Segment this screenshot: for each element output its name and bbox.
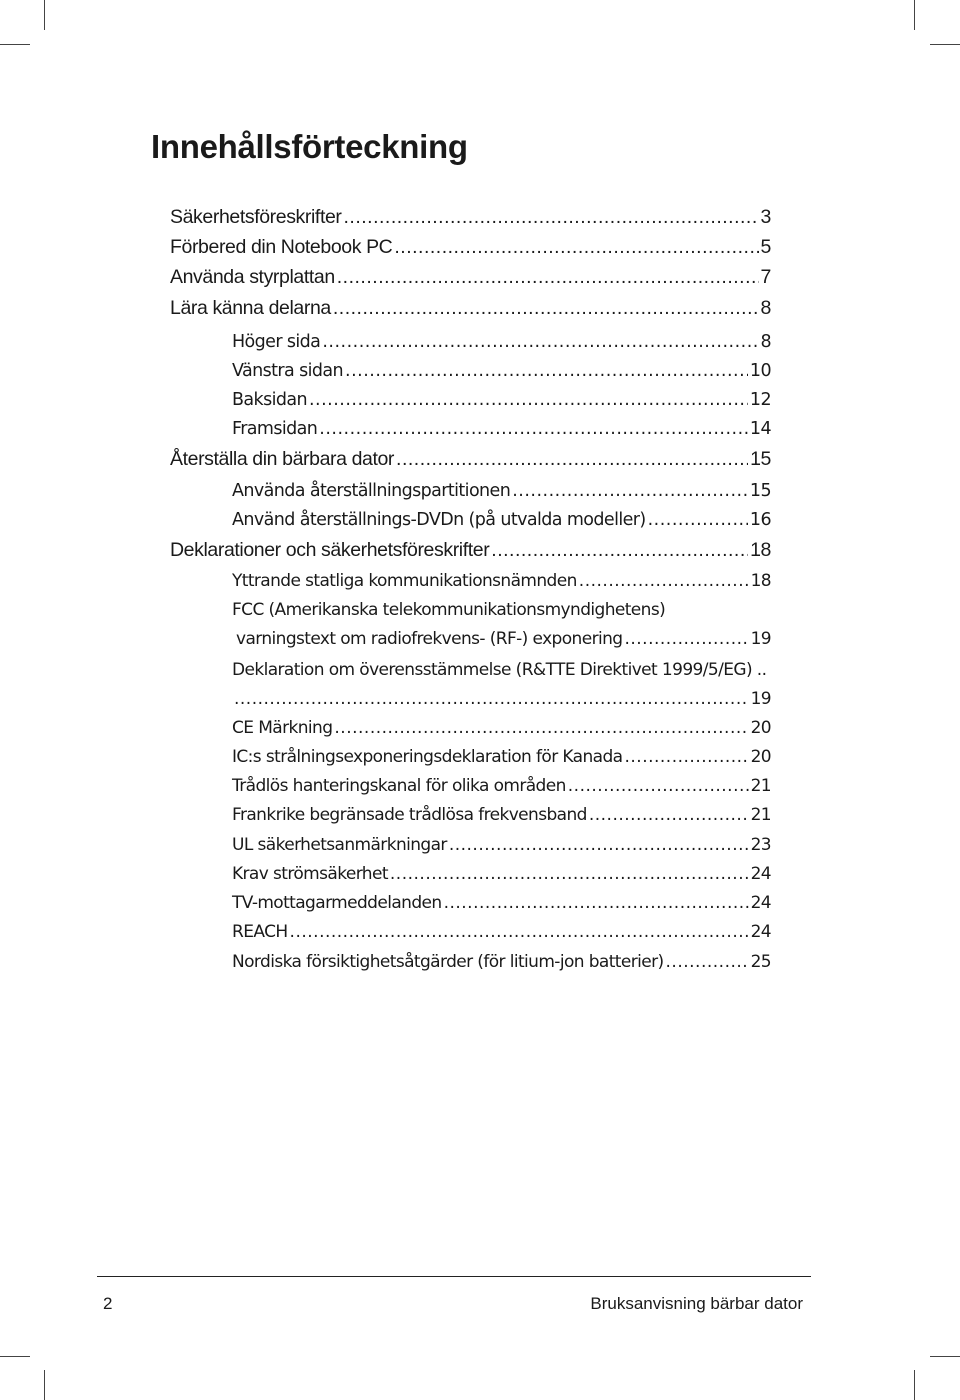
crop-mark [44, 0, 45, 30]
toc-entry-page: 24 [750, 893, 771, 913]
toc-entry-label: Yttrande statliga kommunikationsnämnden [232, 571, 577, 591]
toc-entry[interactable] [232, 773, 771, 799]
toc-entry[interactable] [232, 416, 771, 442]
toc-leader-dots [648, 507, 748, 533]
toc-entry-page: 21 [750, 776, 771, 796]
toc-entry-label: Använda styrplattan [170, 266, 335, 288]
toc-entry[interactable] [232, 478, 771, 504]
toc-entry[interactable] [170, 264, 771, 290]
toc-leader-dots [666, 949, 749, 975]
toc-entry-label: Krav strömsäkerhet [232, 864, 388, 884]
toc-entry[interactable] [232, 861, 771, 887]
toc-leader-dots [512, 478, 748, 504]
crop-mark [930, 44, 960, 45]
toc-entry[interactable] [232, 802, 771, 828]
toc-leader-dots [624, 626, 748, 652]
toc-entry-label: Lära känna delarna [170, 297, 331, 319]
crop-mark [44, 1370, 45, 1400]
toc-entry[interactable] [232, 686, 771, 712]
toc-entry[interactable] [236, 626, 771, 652]
toc-entry-page: 19 [750, 689, 771, 709]
toc-leader-dots [345, 358, 748, 384]
toc-entry-label: CE Märkning [232, 718, 333, 738]
toc-entry[interactable] [170, 234, 771, 260]
footer-divider [97, 1276, 811, 1277]
toc-entry-page: 19 [750, 629, 771, 649]
toc-entry-page: 18 [750, 571, 771, 591]
toc-entry-label: REACH [232, 922, 288, 942]
crop-mark [0, 44, 30, 45]
toc-leader-dots [290, 919, 749, 945]
crop-mark [930, 1356, 960, 1357]
toc-entry[interactable] [232, 744, 771, 770]
toc-leader-dots [322, 329, 758, 355]
toc-entry-page: 3 [760, 206, 771, 228]
toc-entry[interactable] [232, 949, 771, 975]
toc-entry-label: Deklarationer och säkerhetsföreskrifter [170, 539, 490, 561]
toc-entry-label: Deklaration om överensstämmelse (R&TTE Direktivet 1999/5/EG) .. [232, 660, 767, 680]
toc-entry[interactable] [232, 568, 771, 594]
toc-entry-label: UL säkerhetsanmärkningar [232, 835, 447, 855]
toc-entry-page: 10 [749, 361, 771, 381]
toc-entry-label: Säkerhetsföreskrifter [170, 206, 342, 228]
toc-leader-dots [449, 832, 749, 858]
toc-entry-label: Höger sida [232, 332, 321, 352]
toc-leader-dots [491, 537, 748, 563]
crop-mark [914, 1370, 915, 1400]
toc-leader-dots [337, 264, 759, 290]
toc-entry[interactable] [232, 329, 771, 355]
toc-entry-page: 14 [749, 419, 771, 439]
toc-leader-dots [319, 416, 748, 442]
toc-entry[interactable] [170, 537, 771, 563]
toc-entry-label: Återställa din bärbara dator [170, 448, 395, 470]
toc-entry-label: Baksidan [232, 390, 307, 410]
toc-leader-dots [624, 744, 748, 770]
toc-entry[interactable] [170, 204, 771, 230]
toc-entry-page: 20 [750, 718, 771, 738]
toc-entry-label: Vänstra sidan [232, 361, 343, 381]
toc-entry-page: 18 [750, 539, 771, 561]
toc-leader-dots [444, 890, 749, 916]
toc-leader-dots [309, 387, 748, 413]
toc-leader-dots [394, 234, 758, 260]
toc-entry-label: Framsidan [232, 419, 318, 439]
toc-entry[interactable] [170, 446, 771, 472]
toc-entry-page: 24 [750, 922, 771, 942]
toc-entry-page: 23 [750, 835, 771, 855]
toc-entry[interactable] [232, 715, 771, 741]
crop-mark [914, 0, 915, 30]
toc-entry[interactable] [232, 387, 771, 413]
toc-entry-label: Frankrike begränsade trådlösa frekvensband [232, 805, 587, 825]
toc-leader-dots [344, 204, 759, 230]
toc-entry[interactable] [232, 657, 771, 683]
toc-entry[interactable] [170, 295, 771, 321]
toc-entry[interactable] [232, 890, 771, 916]
toc-leader-dots [334, 715, 748, 741]
toc-entry[interactable] [232, 832, 771, 858]
toc-entry-label: Förbered din Notebook PC [170, 236, 393, 258]
footer-page-number: 2 [103, 1294, 113, 1313]
toc-leader-dots [396, 446, 748, 472]
toc-entry[interactable] [232, 358, 771, 384]
toc-entry-page: 15 [749, 481, 771, 501]
toc-entry-page: 8 [760, 297, 771, 319]
toc-entry-page: 5 [760, 236, 771, 258]
toc-entry[interactable] [232, 507, 771, 533]
crop-mark [0, 1356, 30, 1357]
toc-entry-page: 15 [750, 448, 771, 470]
toc-entry-label: FCC (Amerikanska telekommunikationsmyndighetens) [232, 600, 666, 620]
toc-leader-dots [589, 802, 749, 828]
toc-entry-label: IC:s strålningsexponeringsdeklaration för Kanada [232, 747, 623, 767]
toc-leader-dots [333, 295, 759, 321]
toc-entry-page: 21 [750, 805, 771, 825]
toc-entry-label: Använd återställnings-DVDn (på utvalda modeller) [232, 510, 646, 530]
toc-leader-dots [579, 568, 749, 594]
toc-leader-dots [390, 861, 749, 887]
toc-leader-dots [568, 773, 749, 799]
toc-entry-page: 25 [750, 952, 771, 972]
toc-entry-label: Använda återställningspartitionen [232, 481, 511, 501]
toc-entry-page: 8 [760, 332, 771, 352]
toc-entry-page: 12 [749, 390, 771, 410]
toc-entry-page: 24 [750, 864, 771, 884]
toc-leader-dots [234, 686, 749, 712]
toc-entry-label: Nordiska försiktighetsåtgärder (för litium-jon batterier) [232, 952, 664, 972]
page-title: Innehållsförteckning [151, 128, 468, 165]
toc-entry-label: varningstext om radiofrekvens- (RF-) exponering [236, 629, 623, 649]
toc-entry[interactable] [232, 919, 771, 945]
footer-document-title: Bruksanvisning bärbar dator [590, 1294, 803, 1313]
toc-entry-label: Trådlös hanteringskanal för olika områden [232, 776, 566, 796]
toc-entry-page: 16 [749, 510, 771, 530]
toc-entry-label: TV-mottagarmeddelanden [232, 893, 442, 913]
toc-entry-page: 20 [750, 747, 771, 767]
toc-entry[interactable] [232, 597, 771, 623]
toc-entry-page: 7 [760, 266, 771, 288]
